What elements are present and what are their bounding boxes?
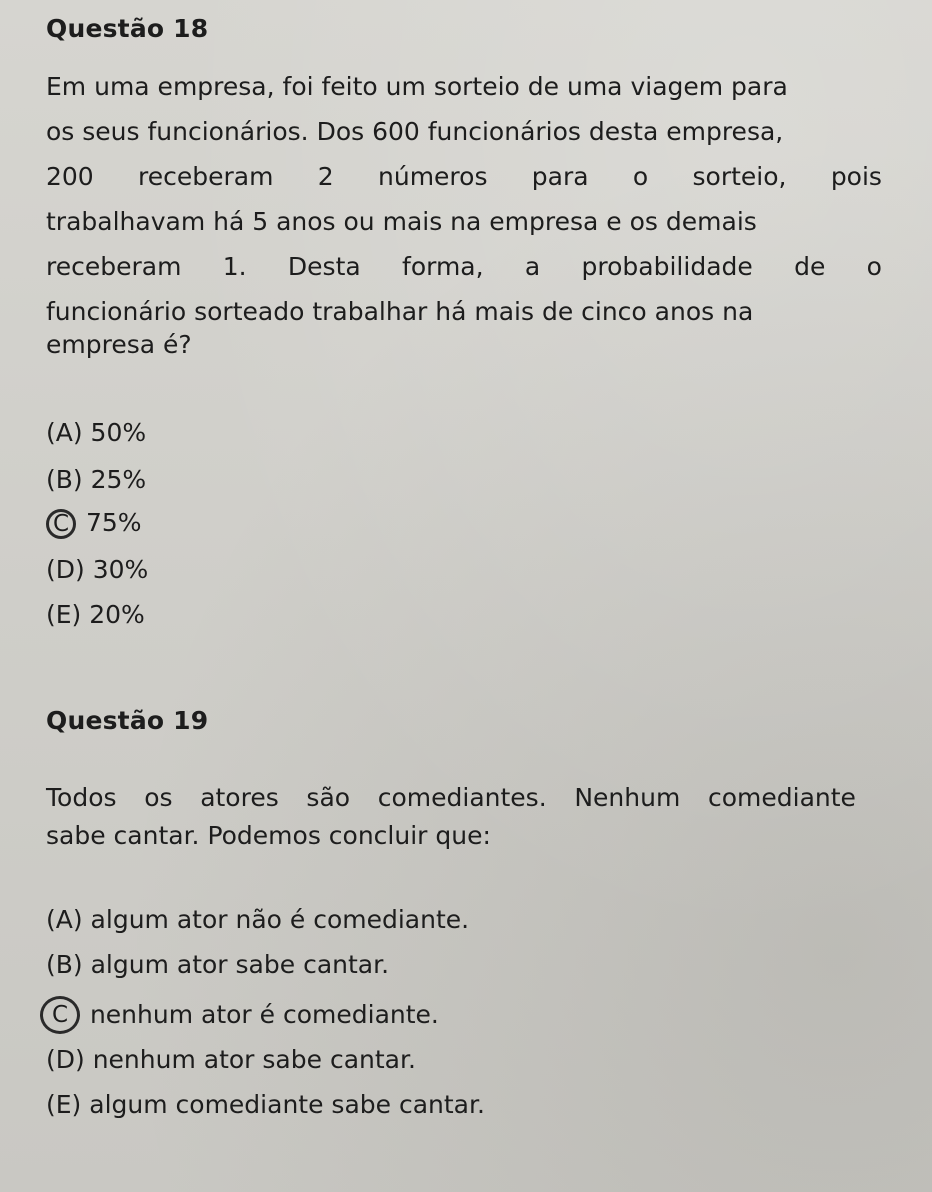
q18-option-b: (B) 25% — [46, 465, 147, 494]
word: 2 — [317, 162, 334, 191]
word: a — [524, 252, 541, 281]
q18-option-d: (D) 30% — [46, 555, 149, 584]
word: Todos — [46, 783, 117, 812]
word: sorteio, — [692, 162, 787, 191]
word: para — [531, 162, 589, 191]
word: números — [378, 162, 488, 191]
q19-option-c — [40, 1000, 439, 1030]
word: comediante — [707, 783, 856, 812]
word: o — [632, 162, 649, 191]
q18-stem-line-4: trabalhavam há 5 anos ou mais na empresa e os demais — [46, 207, 757, 236]
word: 200 — [46, 162, 94, 191]
word: forma, — [402, 252, 484, 281]
circle-mark-icon: C — [46, 509, 76, 539]
q18-option-a: (A) 50% — [46, 418, 147, 447]
word: os — [144, 783, 173, 812]
q18-stem-line-6: funcionário sorteado trabalhar há mais de cinco anos na — [46, 297, 754, 326]
q18-stem-line-5 — [46, 252, 882, 282]
q18-option-c — [46, 508, 142, 538]
q19-option-b: (B) algum ator sabe cantar. — [46, 950, 390, 979]
q18-stem-line-2: os seus funcionários. Dos 600 funcionários desta empresa, — [46, 117, 784, 146]
q18-stem-line-7: empresa é? — [46, 330, 192, 359]
word: 1. — [222, 252, 247, 281]
word: pois — [830, 162, 882, 191]
q19-option-a: (A) algum ator não é comediante. — [46, 905, 470, 934]
circle-mark-icon: C — [40, 996, 80, 1034]
word: Desta — [287, 252, 361, 281]
word: comediantes. — [377, 783, 547, 812]
word: são — [306, 783, 351, 812]
q19-stem-line-2: sabe cantar. Podemos concluir que: — [46, 821, 491, 850]
q18-stem-line-3 — [46, 162, 882, 192]
word: receberam — [46, 252, 182, 281]
q18-option-c-text: 75% — [78, 508, 142, 537]
word: receberam — [138, 162, 274, 191]
q19-stem-line-1 — [46, 783, 856, 813]
question-19-title: Questão 19 — [46, 706, 209, 735]
q18-stem-line-1: Em uma empresa, foi feito um sorteio de uma viagem para — [46, 72, 788, 101]
word: atores — [200, 783, 279, 812]
word: probabilidade — [581, 252, 753, 281]
word: o — [866, 252, 882, 281]
question-18-title: Questão 18 — [46, 14, 209, 43]
q19-option-e: (E) algum comediante sabe cantar. — [46, 1090, 485, 1119]
q19-option-d: (D) nenhum ator sabe cantar. — [46, 1045, 416, 1074]
word: Nenhum — [574, 783, 681, 812]
q19-option-c-text: nenhum ator é comediante. — [82, 1000, 439, 1029]
word: de — [794, 252, 826, 281]
q18-option-e: (E) 20% — [46, 600, 145, 629]
